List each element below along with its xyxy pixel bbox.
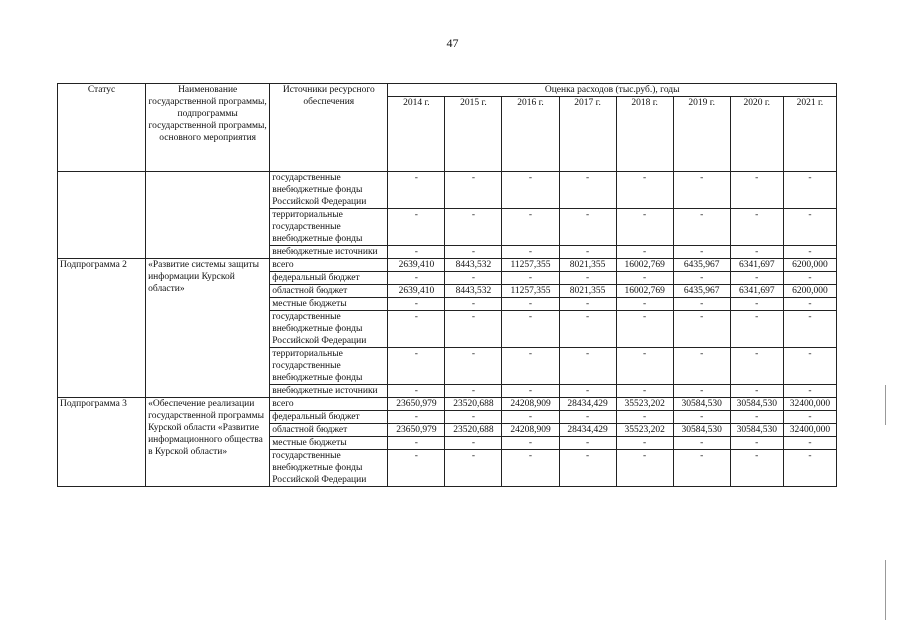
value-cell: -: [559, 272, 616, 285]
value-cell: -: [673, 450, 730, 487]
value-cell: 8021,355: [559, 259, 616, 272]
value-cell: 24208,909: [502, 398, 559, 411]
value-cell: -: [445, 450, 502, 487]
value-cell: -: [673, 246, 730, 259]
value-cell: -: [783, 209, 836, 246]
value-cell: 2639,410: [388, 259, 445, 272]
source-cell: местные бюджеты: [270, 437, 388, 450]
value-cell: -: [730, 172, 783, 209]
source-cell: внебюджетные источники: [270, 385, 388, 398]
header-year: 2015 г.: [445, 97, 502, 172]
header-year: 2019 г.: [673, 97, 730, 172]
table-row: [58, 398, 837, 411]
value-cell: -: [616, 246, 673, 259]
value-cell: -: [730, 246, 783, 259]
value-cell: -: [730, 311, 783, 348]
value-cell: -: [388, 411, 445, 424]
source-cell: государственные внебюджетные фонды Российской Федерации: [270, 311, 388, 348]
source-cell: территориальные государственные внебюджетные фонды: [270, 348, 388, 385]
value-cell: 23520,688: [445, 424, 502, 437]
value-cell: -: [616, 411, 673, 424]
value-cell: -: [673, 348, 730, 385]
value-cell: 28434,429: [559, 398, 616, 411]
value-cell: 16002,769: [616, 259, 673, 272]
header-estimate: Оценка расходов (тыс.руб.), годы: [388, 84, 837, 97]
value-cell: -: [730, 385, 783, 398]
value-cell: 8021,355: [559, 285, 616, 298]
value-cell: -: [502, 411, 559, 424]
value-cell: 23650,979: [388, 398, 445, 411]
value-cell: -: [783, 272, 836, 285]
value-cell: -: [559, 437, 616, 450]
value-cell: 30584,530: [730, 424, 783, 437]
value-cell: -: [616, 437, 673, 450]
value-cell: 32400,000: [783, 424, 836, 437]
value-cell: 8443,532: [445, 259, 502, 272]
value-cell: -: [502, 311, 559, 348]
value-cell: 35523,202: [616, 424, 673, 437]
source-cell: внебюджетные источники: [270, 246, 388, 259]
value-cell: 6435,967: [673, 285, 730, 298]
value-cell: -: [502, 298, 559, 311]
value-cell: -: [616, 311, 673, 348]
value-cell: -: [502, 348, 559, 385]
value-cell: -: [783, 246, 836, 259]
value-cell: -: [559, 450, 616, 487]
value-cell: -: [730, 298, 783, 311]
value-cell: -: [673, 385, 730, 398]
value-cell: -: [673, 209, 730, 246]
value-cell: 2639,410: [388, 285, 445, 298]
value-cell: 23520,688: [445, 398, 502, 411]
value-cell: -: [616, 298, 673, 311]
value-cell: -: [445, 437, 502, 450]
value-cell: -: [559, 348, 616, 385]
page-number: 47: [446, 36, 459, 50]
source-cell: государственные внебюджетные фонды Российской Федерации: [270, 450, 388, 487]
value-cell: 24208,909: [502, 424, 559, 437]
value-cell: -: [502, 209, 559, 246]
value-cell: -: [388, 209, 445, 246]
source-cell: всего: [270, 259, 388, 272]
value-cell: -: [445, 348, 502, 385]
value-cell: -: [445, 209, 502, 246]
value-cell: -: [559, 172, 616, 209]
value-cell: 32400,000: [783, 398, 836, 411]
subprogram-status: Подпрограмма 2: [58, 259, 146, 398]
source-cell: областной бюджет: [270, 424, 388, 437]
value-cell: 11257,355: [502, 259, 559, 272]
value-cell: -: [445, 272, 502, 285]
value-cell: -: [730, 437, 783, 450]
value-cell: 16002,769: [616, 285, 673, 298]
source-cell: федеральный бюджет: [270, 272, 388, 285]
value-cell: -: [445, 411, 502, 424]
scan-edge-mark: [885, 385, 886, 425]
value-cell: -: [445, 246, 502, 259]
value-cell: -: [445, 385, 502, 398]
value-cell: -: [783, 172, 836, 209]
value-cell: -: [388, 450, 445, 487]
value-cell: 30584,530: [730, 398, 783, 411]
value-cell: 28434,429: [559, 424, 616, 437]
value-cell: -: [502, 437, 559, 450]
value-cell: -: [730, 209, 783, 246]
value-cell: -: [388, 272, 445, 285]
value-cell: -: [783, 450, 836, 487]
value-cell: 35523,202: [616, 398, 673, 411]
value-cell: 6341,697: [730, 285, 783, 298]
value-cell: -: [673, 311, 730, 348]
value-cell: 6435,967: [673, 259, 730, 272]
header-name: Наименование государственной программы, подпрограммы государственной программы, основного мероприятия: [146, 84, 270, 172]
status-cell-empty: [58, 172, 146, 259]
subprogram-name: «Обеспечение реализации государственной программы Курской области «Развитие информационного общества в Курской области»: [146, 398, 270, 487]
source-cell: областной бюджет: [270, 285, 388, 298]
header-source: Источники ресурсного обеспечения: [270, 84, 388, 172]
value-cell: -: [616, 209, 673, 246]
value-cell: -: [783, 437, 836, 450]
value-cell: -: [388, 437, 445, 450]
table-row: [58, 172, 837, 209]
value-cell: -: [783, 348, 836, 385]
value-cell: -: [783, 298, 836, 311]
header-year: 2016 г.: [502, 97, 559, 172]
value-cell: -: [559, 246, 616, 259]
header-year: 2017 г.: [559, 97, 616, 172]
value-cell: -: [502, 172, 559, 209]
value-cell: -: [673, 272, 730, 285]
value-cell: 30584,530: [673, 424, 730, 437]
header-year: 2014 г.: [388, 97, 445, 172]
value-cell: -: [502, 385, 559, 398]
value-cell: -: [445, 298, 502, 311]
scan-edge-mark: [885, 560, 886, 620]
value-cell: -: [559, 311, 616, 348]
value-cell: -: [616, 348, 673, 385]
value-cell: -: [388, 385, 445, 398]
value-cell: 11257,355: [502, 285, 559, 298]
value-cell: -: [502, 246, 559, 259]
value-cell: -: [388, 246, 445, 259]
subprogram-name: «Развитие системы защиты информации Курской области»: [146, 259, 270, 398]
value-cell: -: [388, 172, 445, 209]
source-cell: территориальные государственные внебюджетные фонды: [270, 209, 388, 246]
source-cell: местные бюджеты: [270, 298, 388, 311]
table-header: [58, 84, 837, 172]
value-cell: 6200,000: [783, 285, 836, 298]
value-cell: -: [783, 385, 836, 398]
value-cell: -: [445, 172, 502, 209]
header-year: 2020 г.: [730, 97, 783, 172]
value-cell: -: [673, 411, 730, 424]
value-cell: -: [730, 411, 783, 424]
table-body: [58, 172, 837, 487]
source-cell: всего: [270, 398, 388, 411]
value-cell: -: [616, 272, 673, 285]
value-cell: -: [783, 311, 836, 348]
header-year: 2021 г.: [783, 97, 836, 172]
value-cell: 23650,979: [388, 424, 445, 437]
value-cell: -: [502, 272, 559, 285]
header-status: Статус: [58, 84, 146, 172]
value-cell: 30584,530: [673, 398, 730, 411]
value-cell: -: [559, 209, 616, 246]
value-cell: -: [673, 298, 730, 311]
name-cell-empty: [146, 172, 270, 259]
value-cell: -: [559, 411, 616, 424]
value-cell: -: [730, 272, 783, 285]
value-cell: -: [616, 450, 673, 487]
value-cell: 8443,532: [445, 285, 502, 298]
value-cell: -: [388, 348, 445, 385]
value-cell: -: [616, 172, 673, 209]
subprogram-status: Подпрограмма 3: [58, 398, 146, 487]
source-cell: федеральный бюджет: [270, 411, 388, 424]
value-cell: -: [673, 437, 730, 450]
source-cell: государственные внебюджетные фонды Российской Федерации: [270, 172, 388, 209]
budget-table: [57, 83, 837, 487]
value-cell: -: [502, 450, 559, 487]
value-cell: -: [559, 298, 616, 311]
header-year: 2018 г.: [616, 97, 673, 172]
value-cell: -: [388, 311, 445, 348]
value-cell: 6341,697: [730, 259, 783, 272]
value-cell: -: [616, 385, 673, 398]
table-row: [58, 259, 837, 272]
value-cell: -: [559, 385, 616, 398]
value-cell: -: [730, 348, 783, 385]
value-cell: -: [730, 450, 783, 487]
value-cell: -: [783, 411, 836, 424]
value-cell: -: [673, 172, 730, 209]
value-cell: -: [388, 298, 445, 311]
value-cell: 6200,000: [783, 259, 836, 272]
value-cell: -: [445, 311, 502, 348]
